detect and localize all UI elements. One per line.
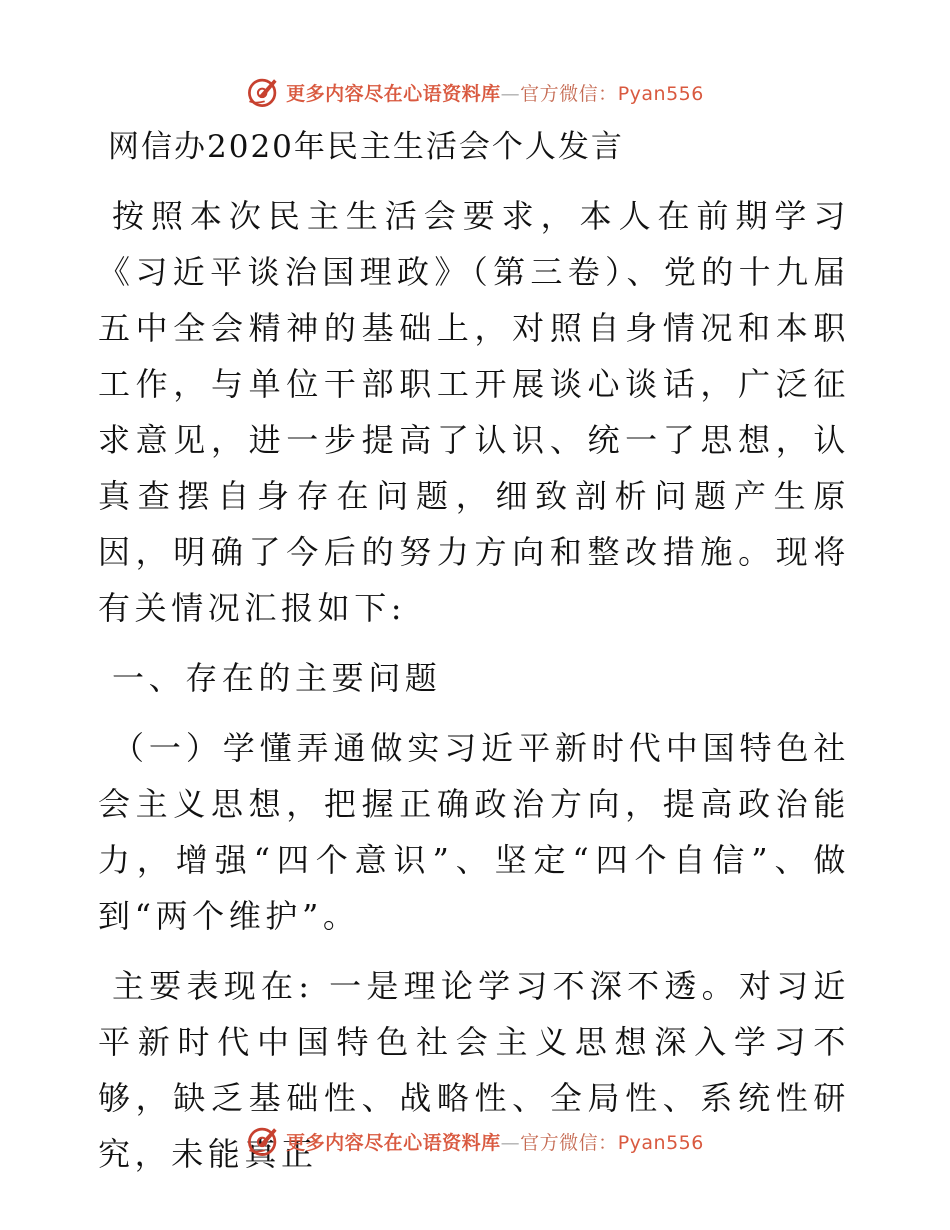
document-body xyxy=(98,124,850,1196)
header-banner-content xyxy=(246,75,704,109)
header-banner xyxy=(0,72,950,112)
header-separator: — xyxy=(500,82,521,105)
pen-logo-icon xyxy=(246,75,280,109)
header-wechat-id: Pyan556 xyxy=(617,82,704,105)
footer-banner-text xyxy=(286,1128,704,1155)
section-heading: 一、存在的主要问题 xyxy=(112,659,442,697)
header-brand: 更多内容尽在心语资料库 xyxy=(286,82,501,105)
subsection-heading: （一）学懂弄通做实习近平新时代中国特色社会主义思想，把握正确政治方向，提高政治能力，增强“四个意识”、坚定“四个自信”、做到“两个维护”。 xyxy=(98,729,850,935)
pen-logo-icon xyxy=(246,1124,280,1158)
footer-separator: — xyxy=(500,1131,521,1154)
footer-banner-content xyxy=(246,1124,704,1158)
footer-banner xyxy=(0,1121,950,1161)
document-title: 网信办2020年民主生活会个人发言 xyxy=(108,129,624,165)
header-banner-text xyxy=(286,79,704,106)
footer-wechat-id: Pyan556 xyxy=(617,1131,704,1154)
body-paragraph: 主要表现在: 一是理论学习不深不透。对习近平新时代中国特色社会主义思想深入学习不够，缺乏基础性、战略性、全局性、系统性研究，未能真正 xyxy=(98,967,850,1173)
intro-paragraph: 按照本次民主生活会要求，本人在前期学习《习近平谈治国理政》（第三卷）、党的十九届五中全会精神的基础上，对照自身情况和本职工作，与单位干部职工开展谈心谈话，广泛征求意见，进一步提高了认识、统一了思想，认真查摆自身存在问题，细致剖析问题产生原因，明确了今后的努力方向和整改措施。现将有关情况汇报如下: xyxy=(98,197,850,627)
footer-wechat-label: 官方微信： xyxy=(520,1131,618,1154)
header-wechat-label: 官方微信： xyxy=(520,82,618,105)
footer-brand: 更多内容尽在心语资料库 xyxy=(286,1131,501,1154)
